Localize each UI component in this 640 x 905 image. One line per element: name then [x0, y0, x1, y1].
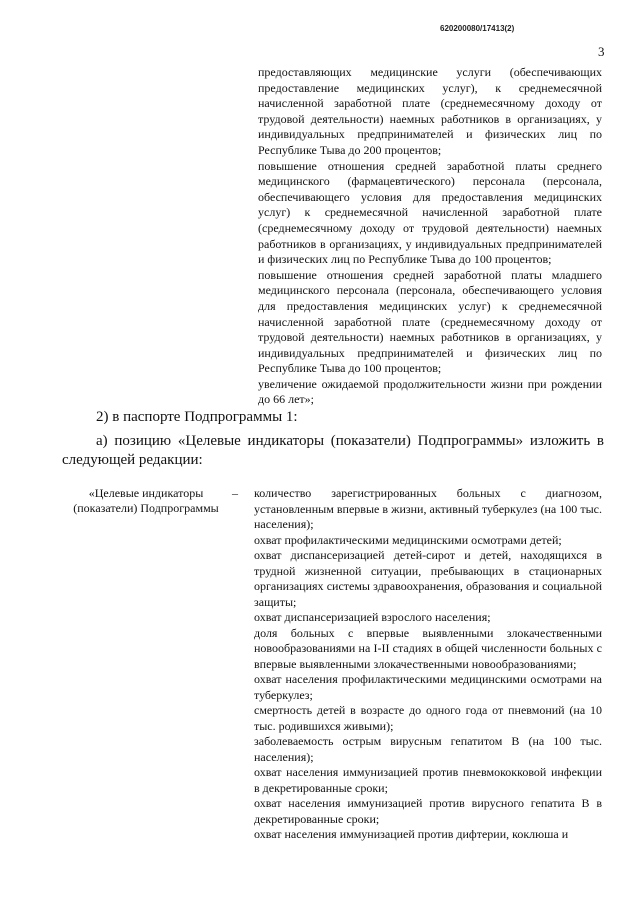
point-a-paragraph: а) позицию «Целевые индикаторы (показатели) Подпрограммы» изложить в следующей редакции:	[62, 433, 604, 468]
list-item: смертность детей в возрасте до одного года от пневмоний (на 10 тыс. родившихся живыми);	[254, 703, 602, 733]
table-indicators-list	[254, 486, 602, 843]
list-item: охват диспансеризацией детей-сирот и детей, находящихся в трудной жизненной ситуации, пребывающих в стационарных организациях системы здравоохранения, образования и социальной защиты;	[254, 548, 602, 609]
list-item: охват населения иммунизацией против вирусного гепатита В в декретированные сроки;	[254, 796, 602, 826]
indicator-paragraph: предоставляющих медицинские услуги (обеспечивающих предоставление медицинских услуг), к среднемесячной начисленной заработной плате (среднемесячному доходу от трудовой деятельности) наемных работников в организациях, у индивидуальных предпринимателей и физических лиц по Республике Тыва до 200 процентов;	[258, 65, 602, 157]
indicator-paragraph: повышение отношения средней заработной платы младшего медицинского персонала (персонала, обеспечивающего условия для предоставления медицинских услуг) к среднемесячной начисленной заработной плате (среднемесячному доходу от трудовой деятельности) наемных работников в организациях, у индивидуальных предпринимателей и физических лиц по Республике Тыва до 100 процентов;	[258, 267, 602, 376]
list-item: количество зарегистрированных больных с диагнозом, установленным впервые в жизни, активный туберкулез (на 100 тыс. населения);	[254, 486, 602, 531]
list-item: охват населения профилактическими медицинскими осмотрами на туберкулез;	[254, 672, 602, 702]
continued-indicators-block	[258, 65, 602, 408]
table-label: «Целевые индикаторы (показатели) Подпрограммы	[73, 486, 219, 515]
list-item: охват населения иммунизацией против пневмококковой инфекции в декретированные сроки;	[254, 765, 602, 795]
list-item: охват диспансеризацией взрослого населения;	[254, 610, 491, 624]
table-dash: –	[232, 486, 238, 500]
list-item: охват профилактическими медицинскими осмотрами детей;	[254, 532, 562, 547]
list-item: охват населения иммунизацией против дифтерии, коклюша и	[254, 827, 569, 841]
indicator-paragraph: увеличение ожидаемой продолжительности жизни при рождении до 66 лет»;	[258, 376, 602, 407]
page-number: 3	[598, 44, 605, 59]
point-2-heading: 2) в паспорте Подпрограммы 1:	[96, 409, 298, 425]
list-item: заболеваемость острым вирусным гепатитом В (на 100 тыс. населения);	[254, 734, 602, 764]
list-item: доля больных с впервые выявленными злокачественными новообразованиями на I-II стадиях в общей численности больных с впервые выявленными злокачественными новообразованиями;	[254, 625, 602, 671]
document-id: 620200080/17413(2)	[440, 24, 515, 33]
indicator-paragraph: повышение отношения средней заработной платы среднего медицинского (фармацевтического) персонала (персонала, обеспечивающего условия для предоставления медицинских услуг) к среднемесячной начисленной заработной плате (среднемесячному доходу от трудовой деятельности) наемных работников в организациях, у индивидуальных предпринимателей и физических лиц по Республике Тыва до 100 процентов;	[258, 158, 602, 267]
